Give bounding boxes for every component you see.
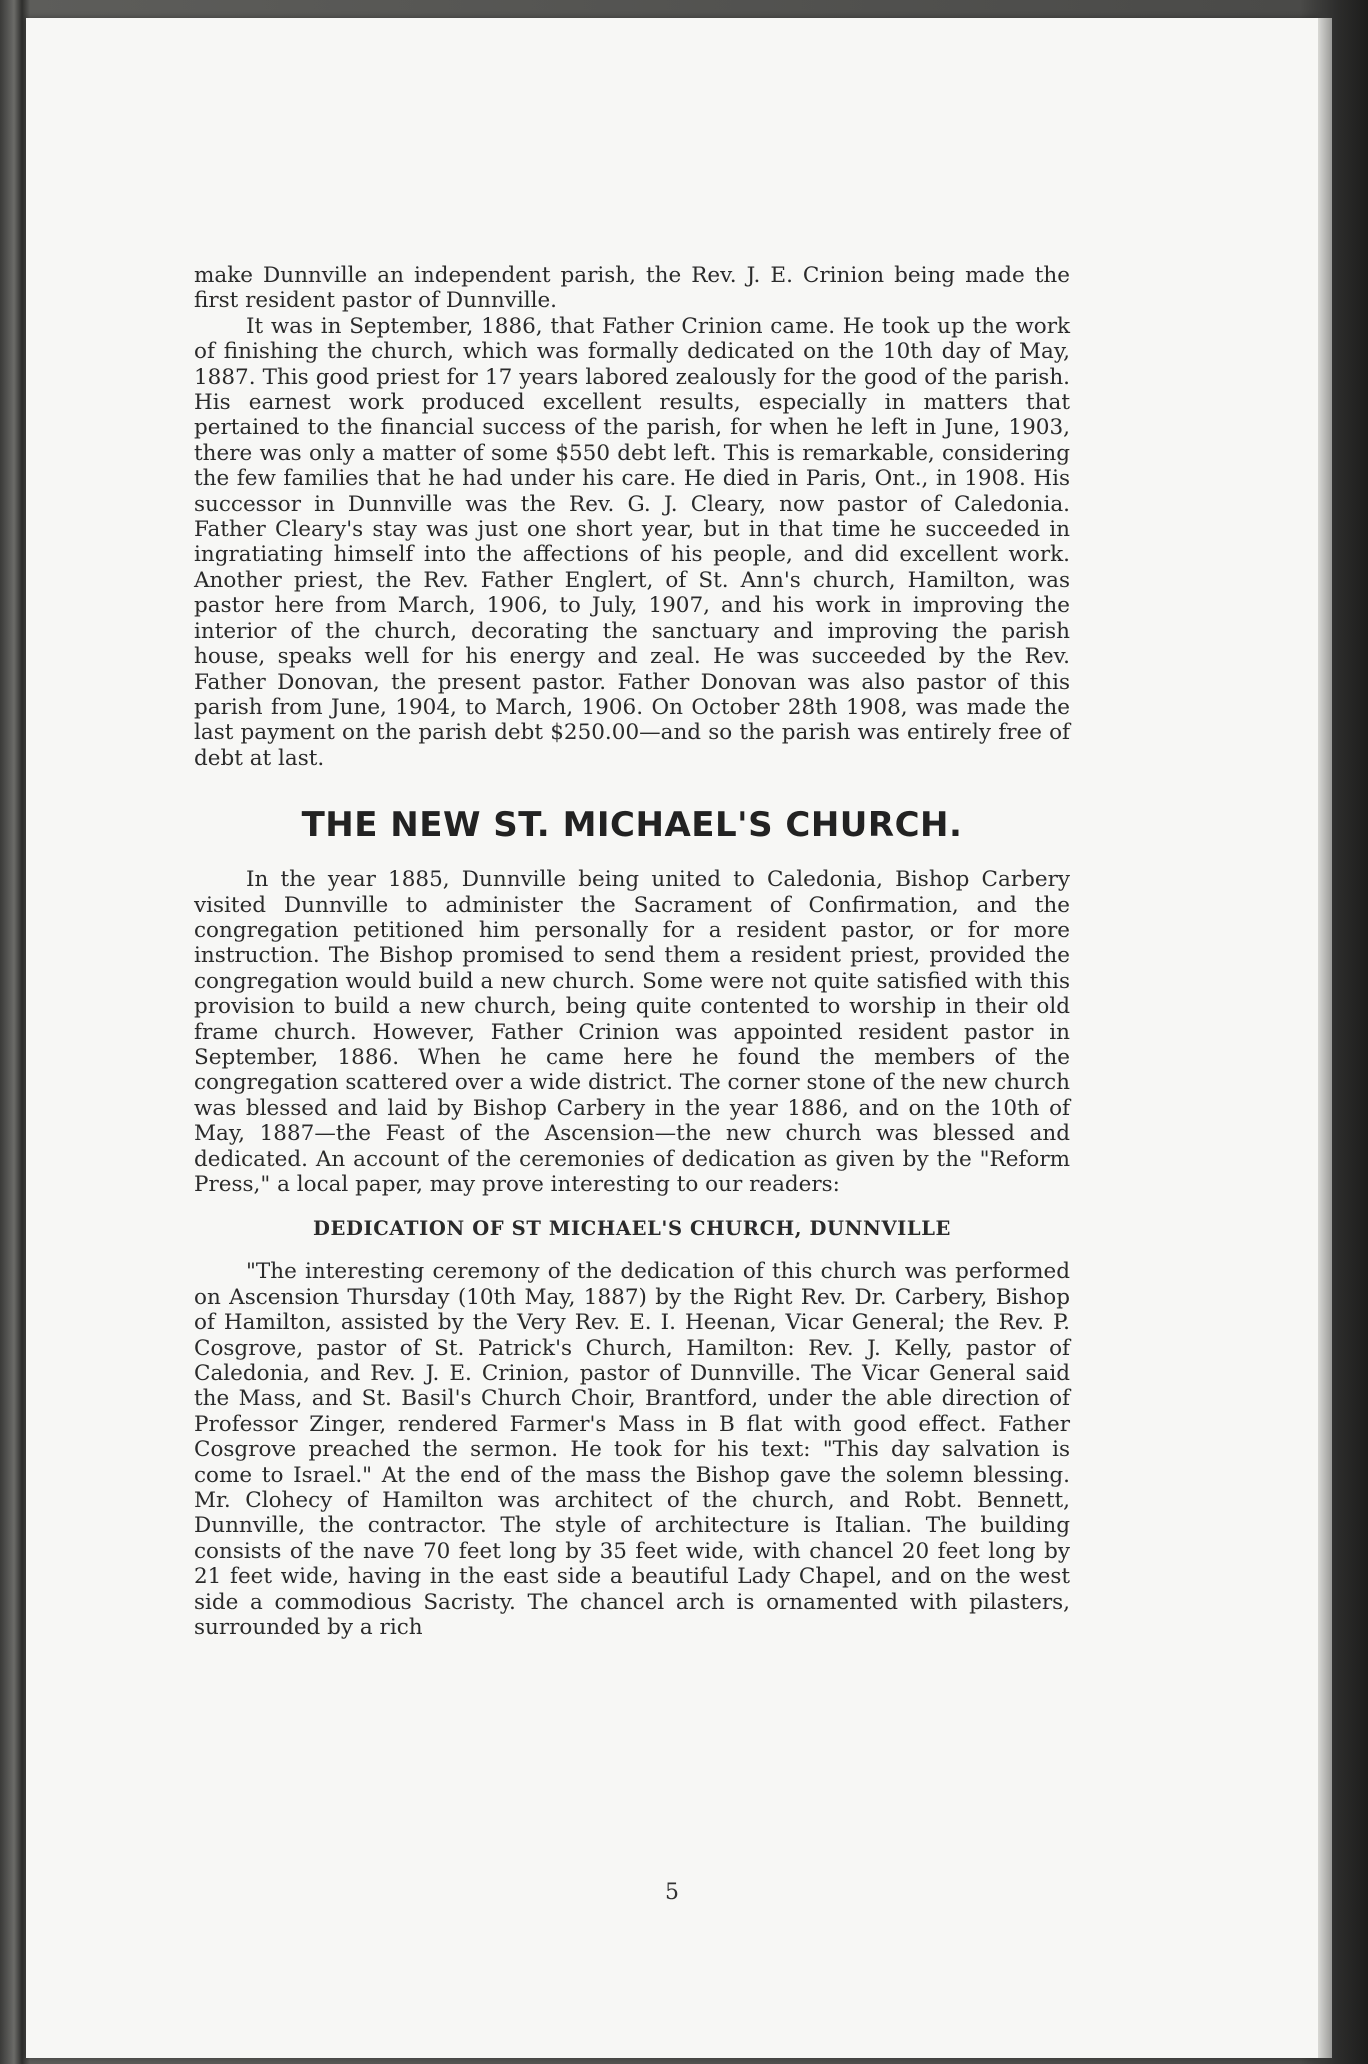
paragraph-dedication-account: "The interesting ceremony of the dedication of this church was performed on Ascension Thursday (10th May, 1887) by the Right Rev. Dr. Carbery, Bishop of Hamilton, assisted by the Very Rev. E. I. Heenan, Vicar General; the Rev. P. Cosgrove, pastor of St. Patrick's Church, Hamilton: Rev. J. Kelly, pastor of Caledonia, and Rev. J. E. Crinion, pastor of Dunnville. The Vicar General said the Mass, and St. Basil's Church Choir, Brantford, under the able direction of Professor Zinger, rendered Farmer's Mass in B flat with good effect. Father Cosgrove preached the sermon. He took for his text: "This day salvation is come to Israel." At the end of the mass the Bishop gave the solemn blessing. Mr. Clohecy of Hamilton was architect of the church, and Robt. Bennett, Dunnville, the contractor. The style of architecture is Italian. The building consists of the nave 70 feet long by 35 feet wide, with chancel 20 feet long by 21 feet wide, having in the east side a beautiful Lady Chapel, and on the west side a commodious Sacristy. The chancel arch is ornamented with pilasters, surrounded by a rich: [194, 1259, 1070, 1641]
page-number: 5: [665, 1880, 679, 1905]
paragraph-pastors-history: It was in September, 1886, that Father Crinion came. He took up the work of finishing the church, which was formally dedicated on the 10th day of May, 1887. This good priest for 17 years labored zealously for the good of the parish. His earnest work produced excellent results, especially in matters that pertained to the financial success of the parish, for when he left in June, 1903, there was only a matter of some $550 debt left. This is remarkable, considering the few families that he had under his care. He died in Paris, Ont., in 1908. His successor in Dunnville was the Rev. G. J. Cleary, now pastor of Caledonia. Father Cleary's stay was just one short year, but in that time he succeeded in ingratiating himself into the affections of his people, and did excellent work. Another priest, the Rev. Father Englert, of St. Ann's church, Hamilton, was pastor here from March, 1906, to July, 1907, and his work in improving the interior of the church, decorating the sanctuary and improving the parish house, speaks well for his energy and zeal. He was succeeded by the Rev. Father Donovan, the present pastor. Father Donovan was also pastor of this parish from June, 1904, to March, 1906. On October 28th 1908, was made the last payment on the parish debt $250.00—and so the parish was entirely free of debt at last.: [194, 313, 1070, 771]
paragraph-new-church: In the year 1885, Dunnville being united to Caledonia, Bishop Carbery visited Dunnville to administer the Sacrament of Confirmation, and the congregation petitioned him personally for a resident pastor, or for more instruction. The Bishop promised to send them a resident priest, provided the congregation would build a new church. Some were not quite satisfied with this provision to build a new church, being quite contented to worship in their old frame church. However, Father Crinion was appointed resident pastor in September, 1886. When he came here he found the members of the congregation scattered over a wide district. The corner stone of the new church was blessed and laid by Bishop Carbery in the year 1886, and on the 10th of May, 1887—the Feast of the Ascension—the new church was blessed and dedicated. An account of the ceremonies of dedication as given by the "Reform Press," a local paper, may prove interesting to our readers:: [194, 867, 1071, 1197]
document-page: [26, 18, 1318, 2058]
paragraph-continuation: make Dunnville an independent parish, the Rev. J. E. Crinion being made the first resident pastor of Dunnville.: [194, 263, 1070, 314]
section-subheading: DEDICATION OF ST MICHAEL'S CHURCH, DUNNVILLE: [313, 1217, 951, 1241]
section-heading: THE NEW ST. MICHAEL'S CHURCH.: [301, 805, 963, 846]
page-edge-shadow: [1318, 18, 1332, 2058]
page-text-column: [194, 263, 1070, 1641]
